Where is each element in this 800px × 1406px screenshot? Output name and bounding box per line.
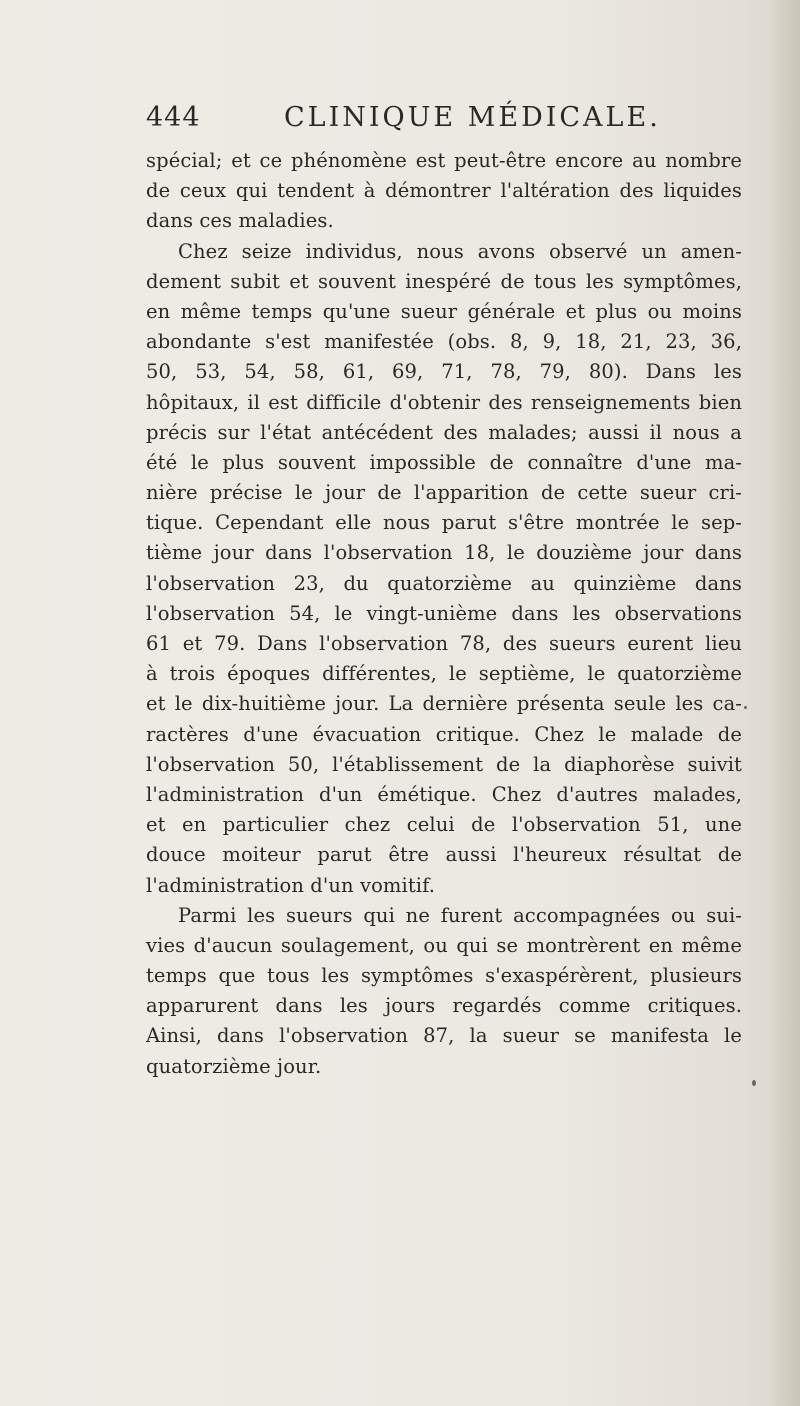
page-edge-shadow [770, 0, 800, 1406]
text-line: l'observation 23, du quatorzième au quinzième dans [146, 571, 742, 595]
text-line: 50, 53, 54, 58, 61, 69, 71, 78, 79, 80). Dans les [146, 360, 742, 384]
text-line: à trois époques différentes, le septième, le quatorzième [146, 662, 742, 686]
text-line: tique. Cependant elle nous parut s'être montrée le sep- [146, 511, 742, 535]
text-line: spécial; et ce phénomène est peut-être encore au nombre [146, 149, 742, 172]
text-line: hôpitaux, il est difficile d'obtenir des renseignements bien [146, 390, 742, 414]
text-line: de ceux qui tendent à démontrer l'altération des liquides [146, 179, 742, 203]
text-line: douce moiteur parut être aussi l'heureux résultat de [146, 843, 742, 867]
text-line: abondante s'est manifestée (obs. 8, 9, 18, 21, 23, 36, [146, 330, 742, 354]
text-line: tième jour dans l'observation 18, le douzième jour dans [146, 541, 742, 565]
text-line: dans ces maladies. [146, 209, 334, 233]
text-line: l'administration d'un vomitif. [146, 873, 436, 897]
text-line: 61 et 79. Dans l'observation 78, des sueurs eurent lieu [146, 632, 742, 655]
page-number: 444 [146, 102, 201, 133]
text-line: précis sur l'état antécédent des malades; aussi il nous a [146, 420, 742, 444]
running-title: CLINIQUE MÉDICALE. [284, 102, 661, 133]
text-line: l'observation 50, l'établissement de la diaphorèse suivit [146, 752, 742, 776]
text-line: été le plus souvent impossible de connaître d'une ma- [146, 450, 742, 474]
ink-speck [744, 706, 747, 709]
text-line: et en particulier chez celui de l'observation 51, une [146, 813, 742, 837]
text-line: Ainsi, dans l'observation 87, la sueur se manifesta le [146, 1024, 742, 1048]
text-line: Parmi les sueurs qui ne furent accompagnées ou sui- [178, 903, 742, 927]
text-line: en même temps qu'une sueur générale et plus ou moins [146, 299, 742, 323]
text-line: ractères d'une évacuation critique. Chez le malade de [146, 722, 742, 746]
text-line: temps que tous les symptômes s'exaspérèrent, plusieurs [146, 964, 742, 988]
body-text [146, 146, 742, 1082]
text-line: vies d'aucun soulagement, ou qui se montrèrent en même [146, 933, 742, 957]
page-header [146, 102, 706, 142]
text-line: et le dix-huitième jour. La dernière présenta seule les ca- [146, 692, 742, 716]
text-line: l'observation 54, le vingt-unième dans les observations [146, 601, 742, 625]
ink-speck [752, 1080, 756, 1086]
text-line: apparurent dans les jours regardés comme critiques. [146, 994, 742, 1018]
text-line: nière précise le jour de l'apparition de cette sueur cri- [146, 481, 742, 505]
text-line: l'administration d'un émétique. Chez d'autres malades, [146, 782, 742, 806]
text-line: Chez seize individus, nous avons observé un amen- [178, 239, 742, 263]
text-line: dement subit et souvent inespéré de tous les symptômes, [146, 269, 742, 293]
text-line: quatorzième jour. [146, 1054, 322, 1078]
